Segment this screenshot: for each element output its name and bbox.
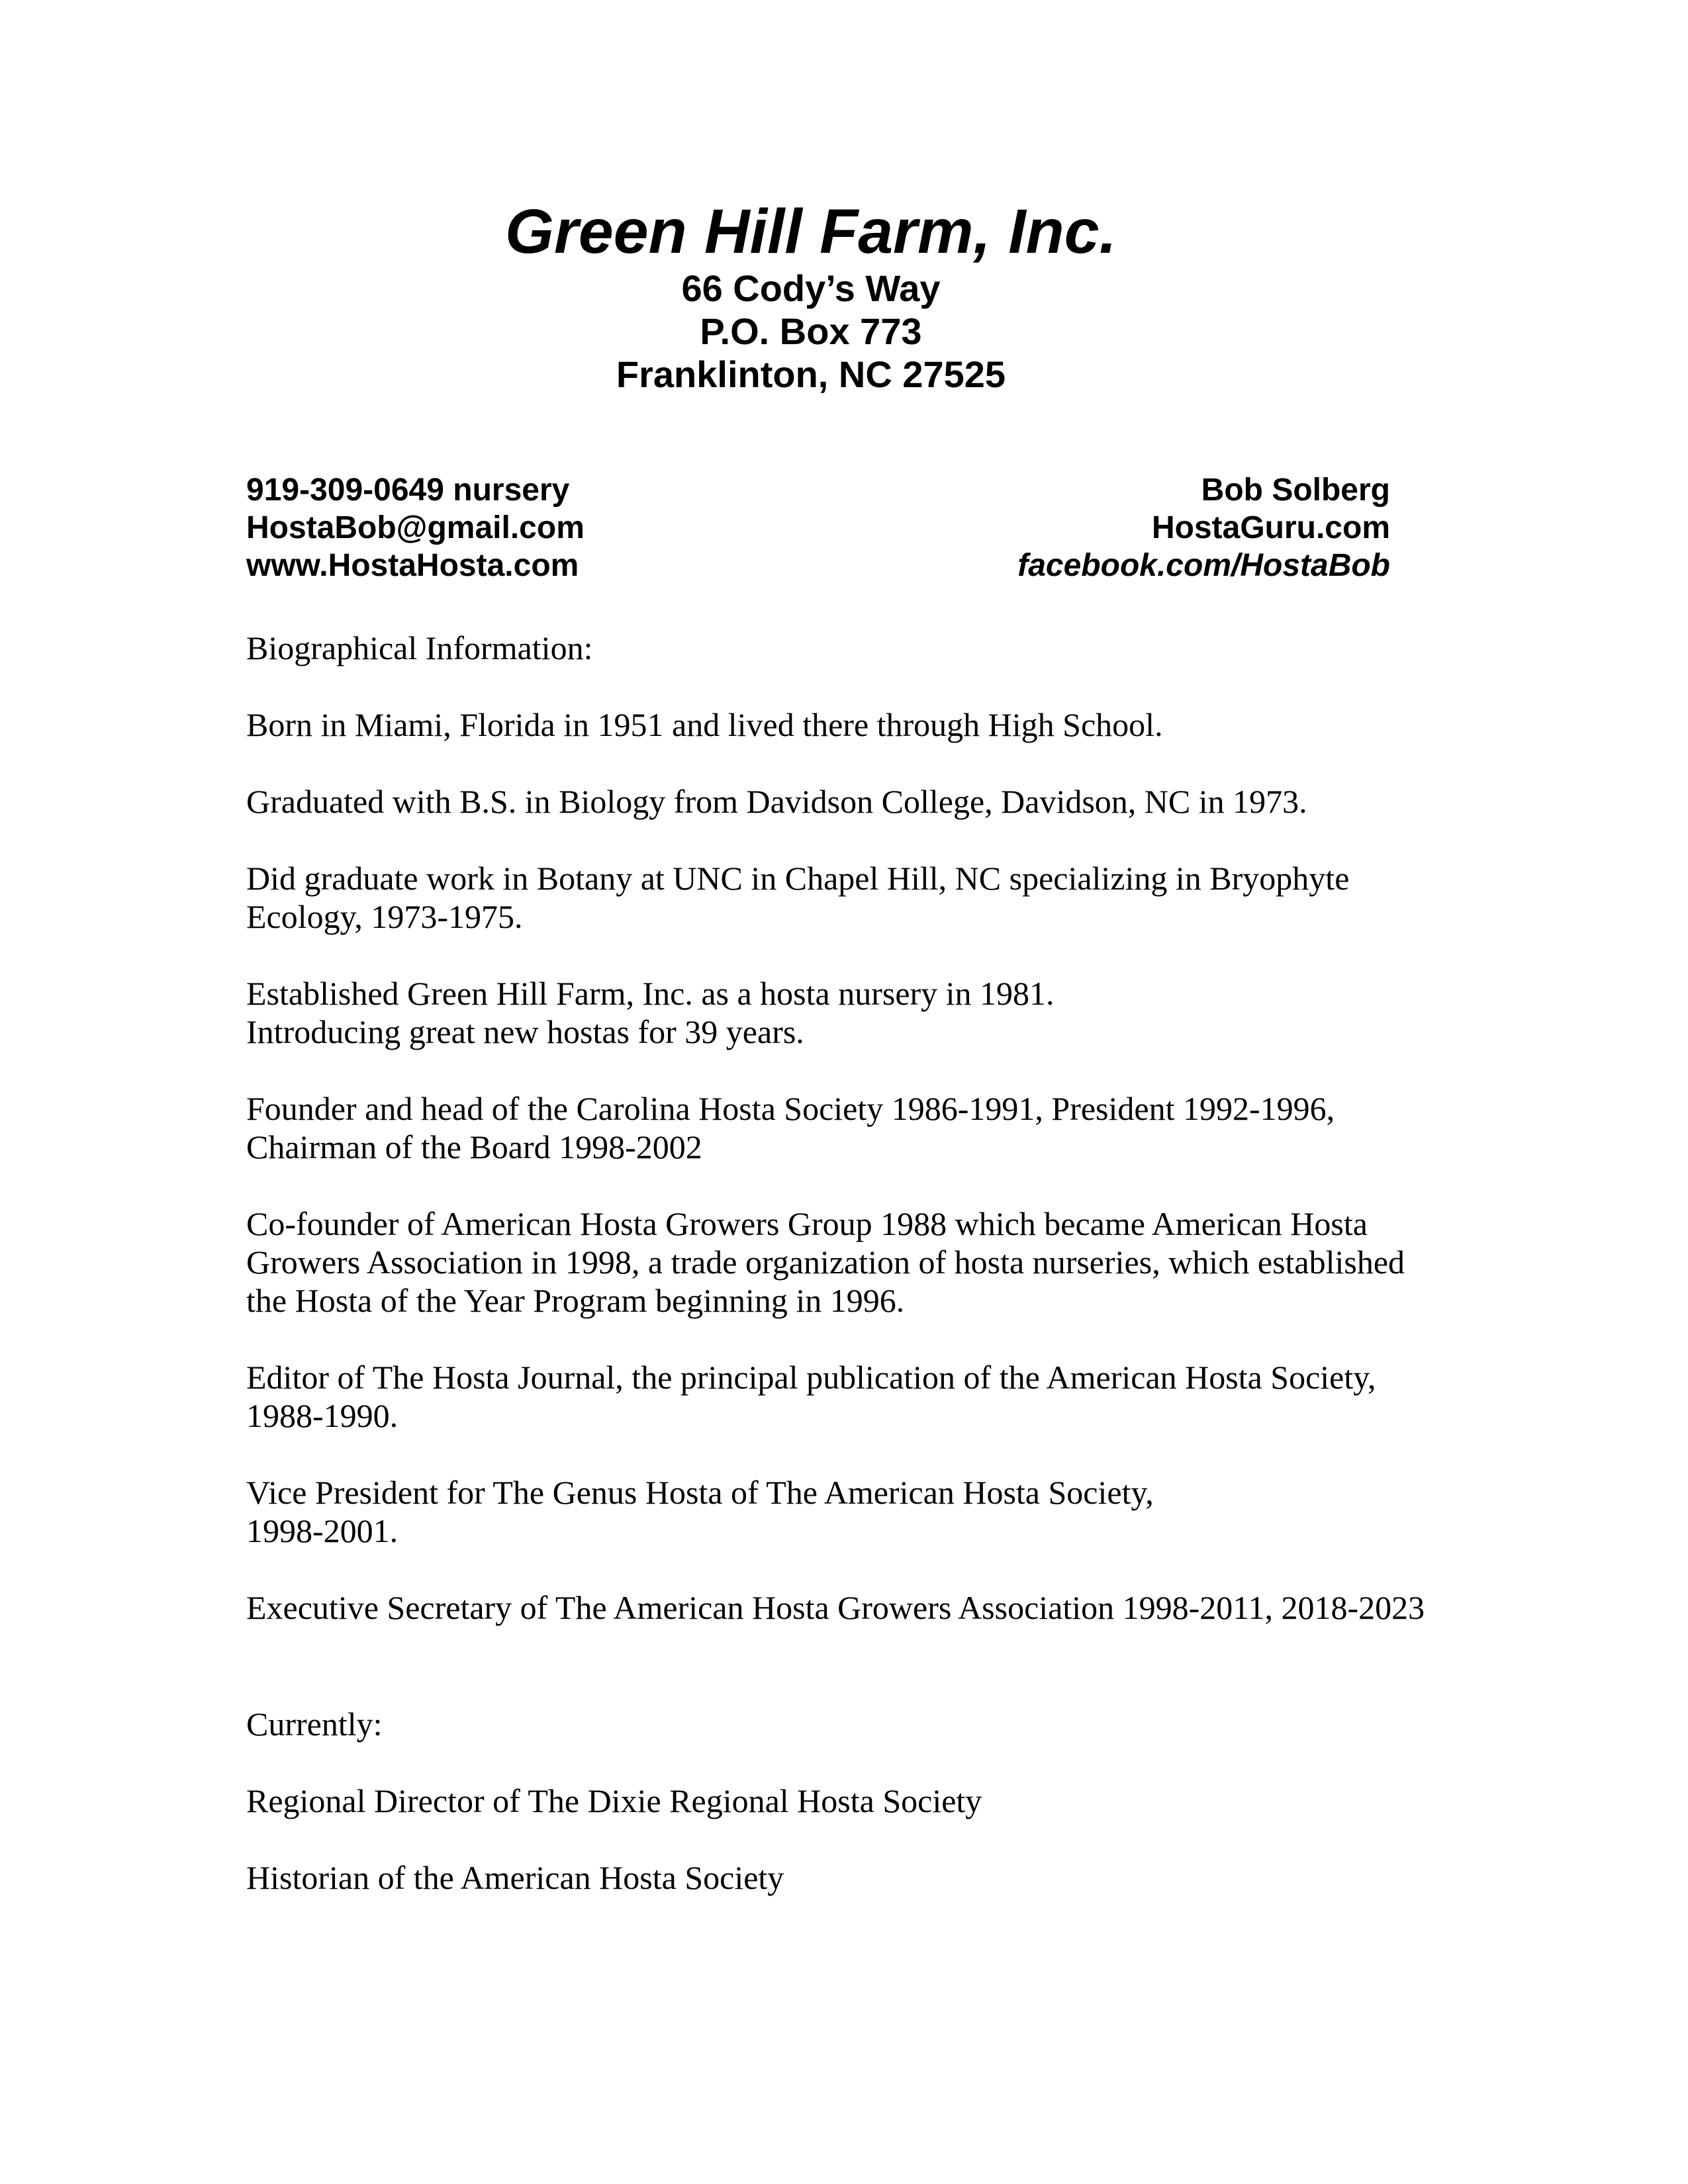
email-address: HostaBob@gmail.com <box>246 510 585 545</box>
bio-line: Executive Secretary of The American Hosta Growers Association 1998-2011, 2018-2023 <box>246 1589 1425 1626</box>
bio-line: Editor of The Hosta Journal, the principal publication of the American Hosta Society, <box>246 1359 1376 1396</box>
address-street: 66 Cody’s Way <box>681 267 941 309</box>
bio-paragraph <box>246 859 1504 936</box>
bio-line: Ecology, 1973-1975. <box>246 898 523 935</box>
website-link: www.HostaHosta.com <box>246 548 579 583</box>
bio-line: Did graduate work in Botany at UNC in Chapel Hill, NC specializing in Bryophyte <box>246 860 1350 897</box>
bio-line: Introducing great new hostas for 39 years. <box>246 1013 804 1050</box>
bio-line: 1988-1990. <box>246 1397 399 1434</box>
current-item: Historian of the American Hosta Society <box>246 1859 784 1896</box>
contact-left-block <box>246 471 585 584</box>
bio-line: Graduated with B.S. in Biology from Davidson College, Davidson, NC in 1973. <box>246 783 1307 820</box>
guru-site: HostaGuru.com <box>1151 510 1390 545</box>
address-po-box: P.O. Box 773 <box>700 310 922 352</box>
bio-paragraph <box>246 1588 1504 1627</box>
bio-line: Chairman of the Board 1998-2002 <box>246 1128 702 1165</box>
bio-line: Growers Association in 1998, a trade organization of hosta nurseries, which established <box>246 1244 1405 1281</box>
bio-paragraph <box>246 1205 1504 1320</box>
bio-line: Vice President for The Genus Hosta of The American Hosta Society, <box>246 1474 1154 1511</box>
bio-paragraph <box>246 1358 1504 1435</box>
contact-right-block <box>927 471 1390 584</box>
bio-line: Established Green Hill Farm, Inc. as a hosta nursery in 1981. <box>246 975 1055 1012</box>
bio-paragraph <box>246 1473 1504 1550</box>
bio-heading: Biographical Information: <box>246 629 593 666</box>
bio-line: Founder and head of the Carolina Hosta Society 1986-1991, President 1992-1996, <box>246 1090 1335 1127</box>
bio-paragraph <box>246 1089 1504 1166</box>
address-city: Franklinton, NC 27525 <box>616 353 1006 395</box>
bio-line: Born in Miami, Florida in 1951 and lived there through High School. <box>246 706 1163 743</box>
biography-section <box>246 629 1504 1935</box>
contact-name: Bob Solberg <box>1201 473 1390 508</box>
current-heading: Currently: <box>246 1706 383 1743</box>
bio-paragraph <box>246 974 1504 1051</box>
bio-line: the Hosta of the Year Program beginning in 1996. <box>246 1282 905 1319</box>
bio-line: 1998-2001. <box>246 1512 399 1549</box>
bio-paragraph <box>246 705 1504 744</box>
company-name: Green Hill Farm, Inc. <box>505 197 1117 267</box>
bio-line: Co-founder of American Hosta Growers Group 1988 which became American Hosta <box>246 1205 1368 1242</box>
phone-number: 919-309-0649 nursery <box>246 473 570 508</box>
facebook-link: facebook.com/HostaBob <box>1017 548 1390 583</box>
bio-paragraph <box>246 782 1504 821</box>
current-item: Regional Director of The Dixie Regional Hosta Society <box>246 1782 982 1819</box>
